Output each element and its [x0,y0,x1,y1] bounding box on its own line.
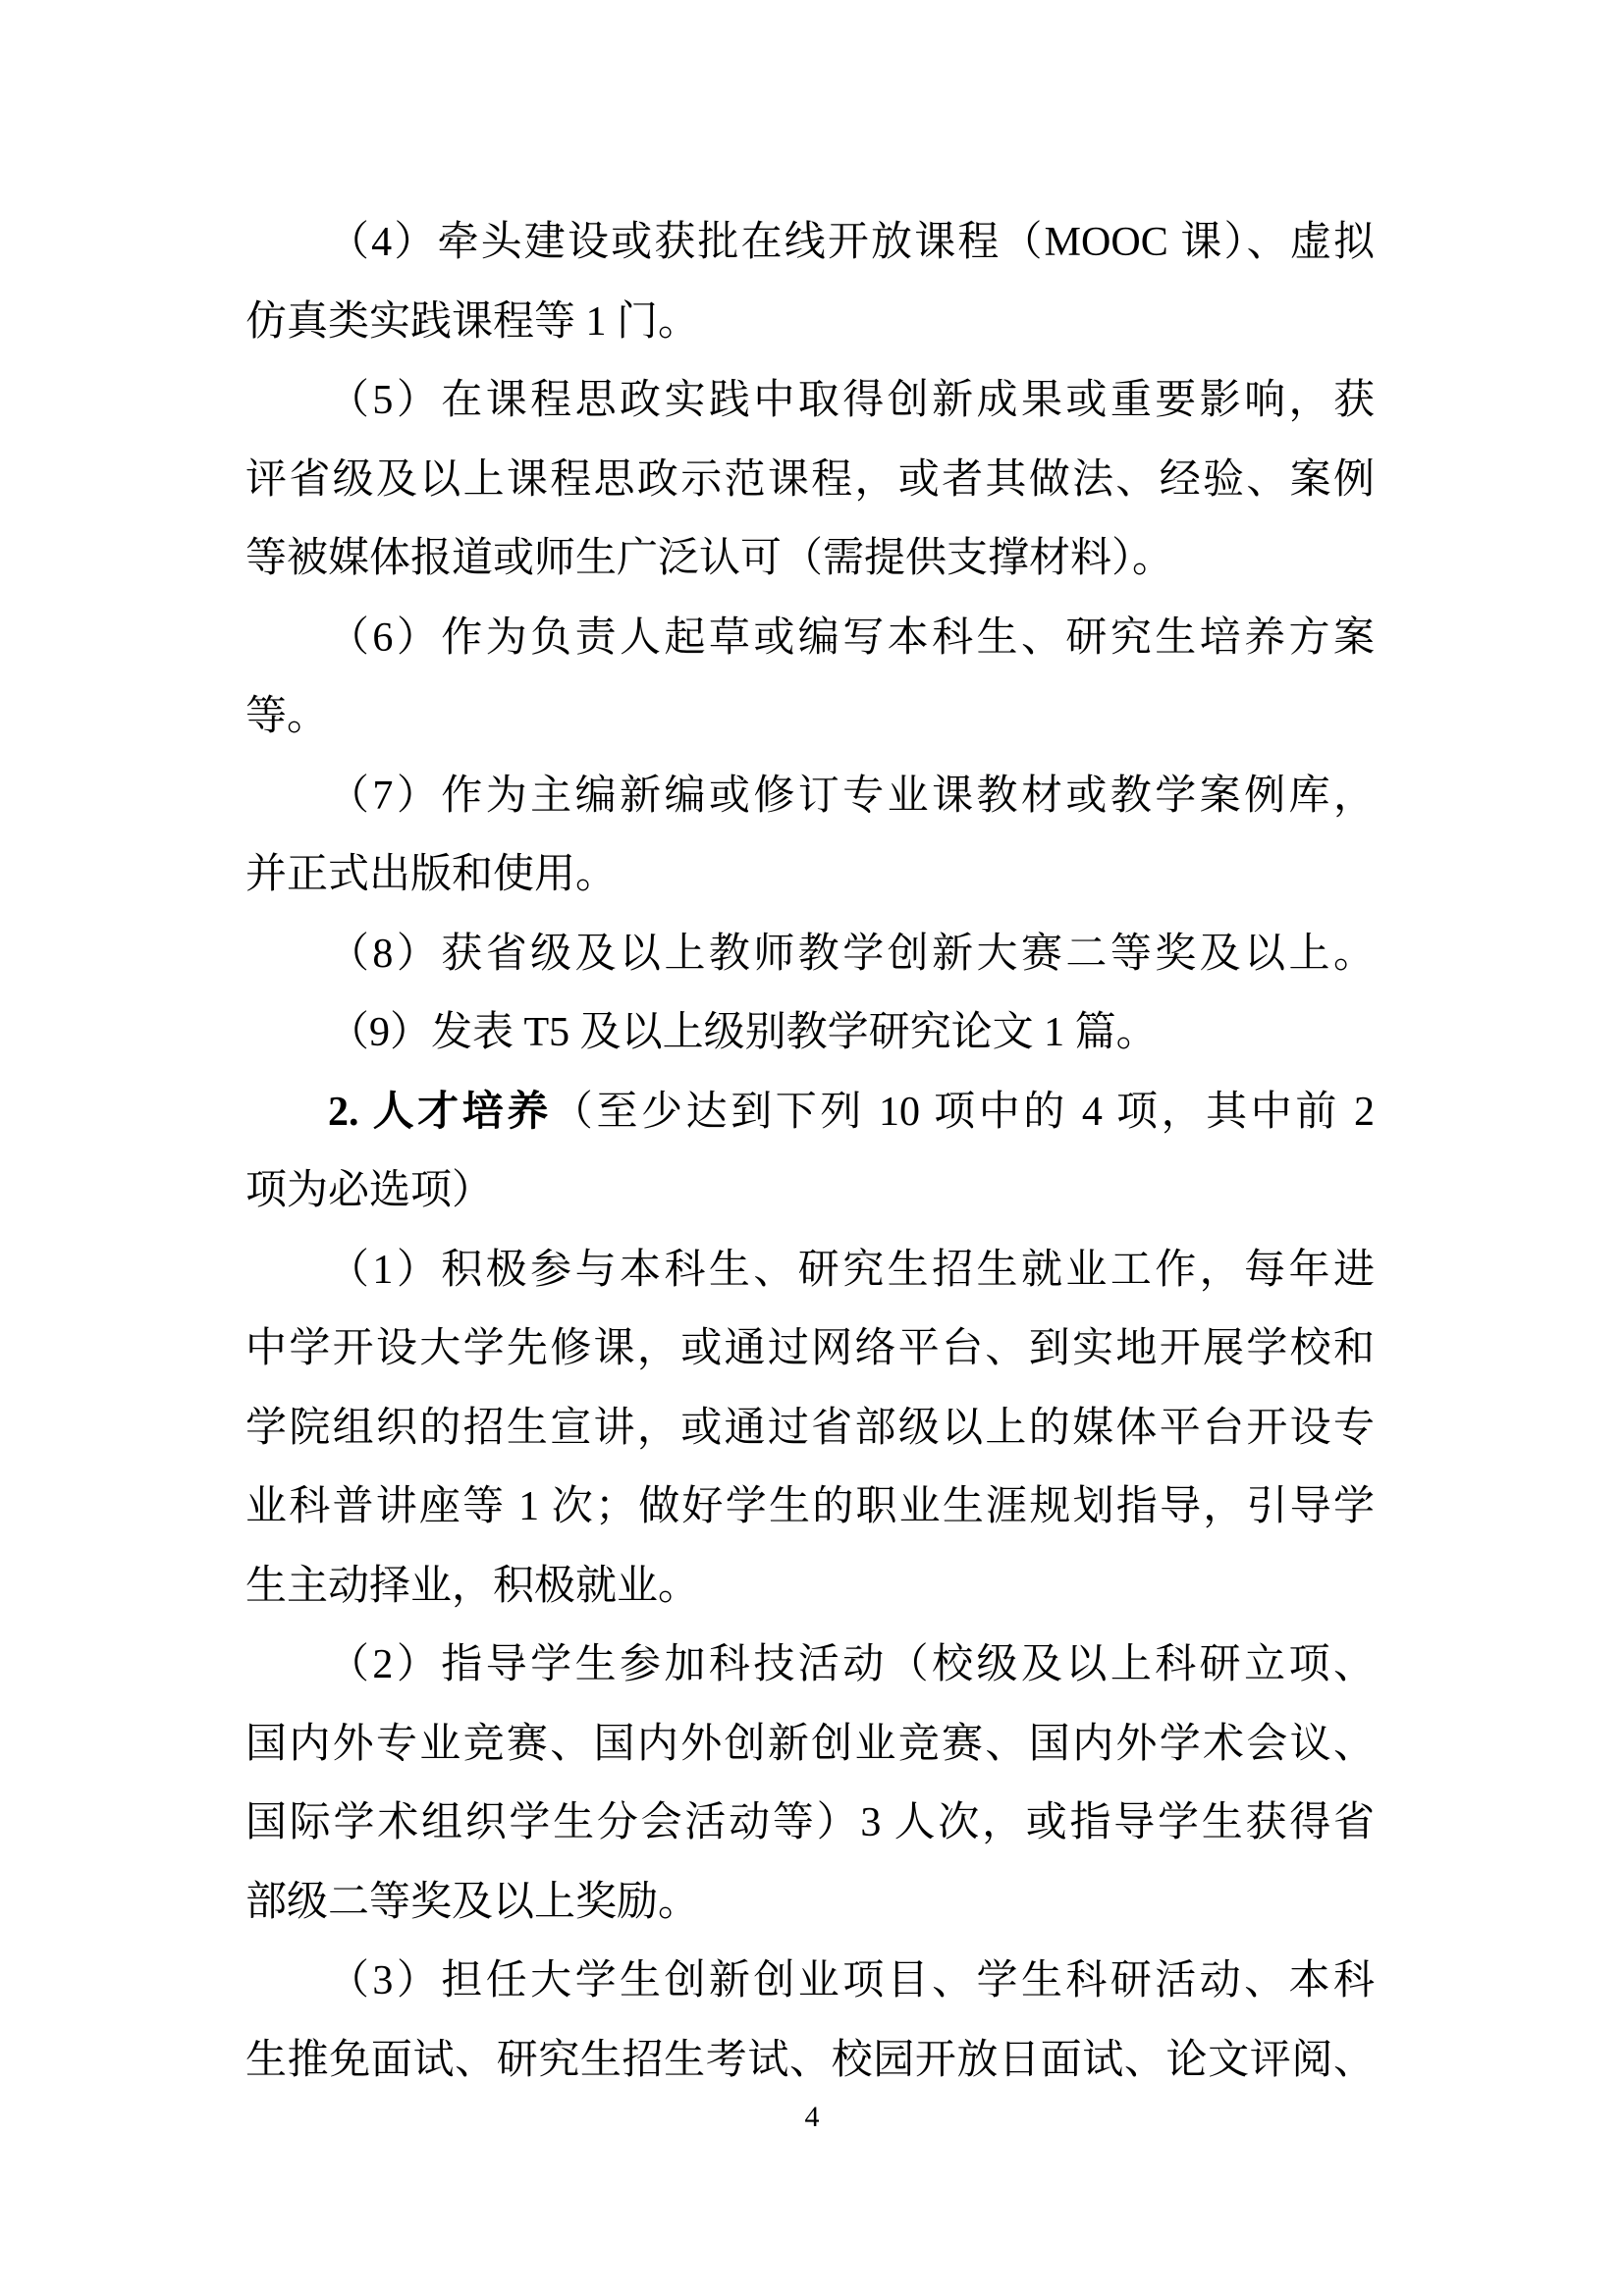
text-line: （2）指导学生参加科技活动（校级及以上科研立项、 [328,1642,1375,1687]
text-line [245,1073,1375,1152]
document-body [245,203,1375,2100]
section-heading-note: （至少达到下列 10 项中的 4 项，其中前 2 [551,1089,1375,1135]
text-line: 等被媒体报道或师生广泛认可（需提供支撑材料）。 [245,536,1174,581]
text-line: （8）获省级及以上教师教学创新大赛二等奖及以上。 [328,931,1375,977]
text-line: 国际学术组织学生分会活动等）3 人次，或指导学生获得省 [245,1800,1375,1845]
text-line: 业科普讲座等 1 次；做好学生的职业生涯规划指导，引导学 [245,1484,1375,1529]
text-line: （3）担任大学生创新创业项目、学生科研活动、本科 [328,1958,1375,2003]
text-line: 部级二等奖及以上奖励。 [245,1879,700,1925]
page-number: 4 [804,2101,820,2133]
text-line: （7）作为主编新编或修订专业课教材或教学案例库， [328,773,1375,819]
text-line: 并正式出版和使用。 [245,852,618,897]
section-heading: 2. 人才培养 [328,1089,552,1135]
text-line: （6）作为负责人起草或编写本科生、研究生培养方案 [328,614,1375,661]
text-line: 国内外专业竞赛、国内外创新创业竞赛、国内外学术会议、 [245,1721,1375,1767]
text-line: （1）积极参与本科生、研究生招生就业工作，每年进 [328,1247,1375,1293]
text-line: 评省级及以上课程思政示范课程，或者其做法、经验、案例 [245,456,1375,503]
text-line: 学院组织的招生宣讲，或通过省部级以上的媒体平台开设专 [245,1405,1375,1451]
text-line: 项为必选项） [245,1168,494,1213]
text-line: （5）在课程思政实践中取得创新成果或重要影响，获 [328,378,1375,423]
text-line: 等。 [245,694,329,739]
text-line: 仿真类实践课程等 1 门。 [245,298,700,345]
text-line: 生推免面试、研究生招生考试、校园开放日面试、论文评阅、 [245,2037,1375,2083]
text-line: 中学开设大学先修课，或通过网络平台、到实地开展学校和 [245,1326,1375,1371]
text-line: 生主动择业，积极就业。 [245,1563,700,1609]
text-line: （9）发表 T5 及以上级别教学研究论文 1 篇。 [328,1010,1158,1055]
text-line: （4）牵头建设或获批在线开放课程（MOOC 课）、虚拟 [328,220,1375,265]
